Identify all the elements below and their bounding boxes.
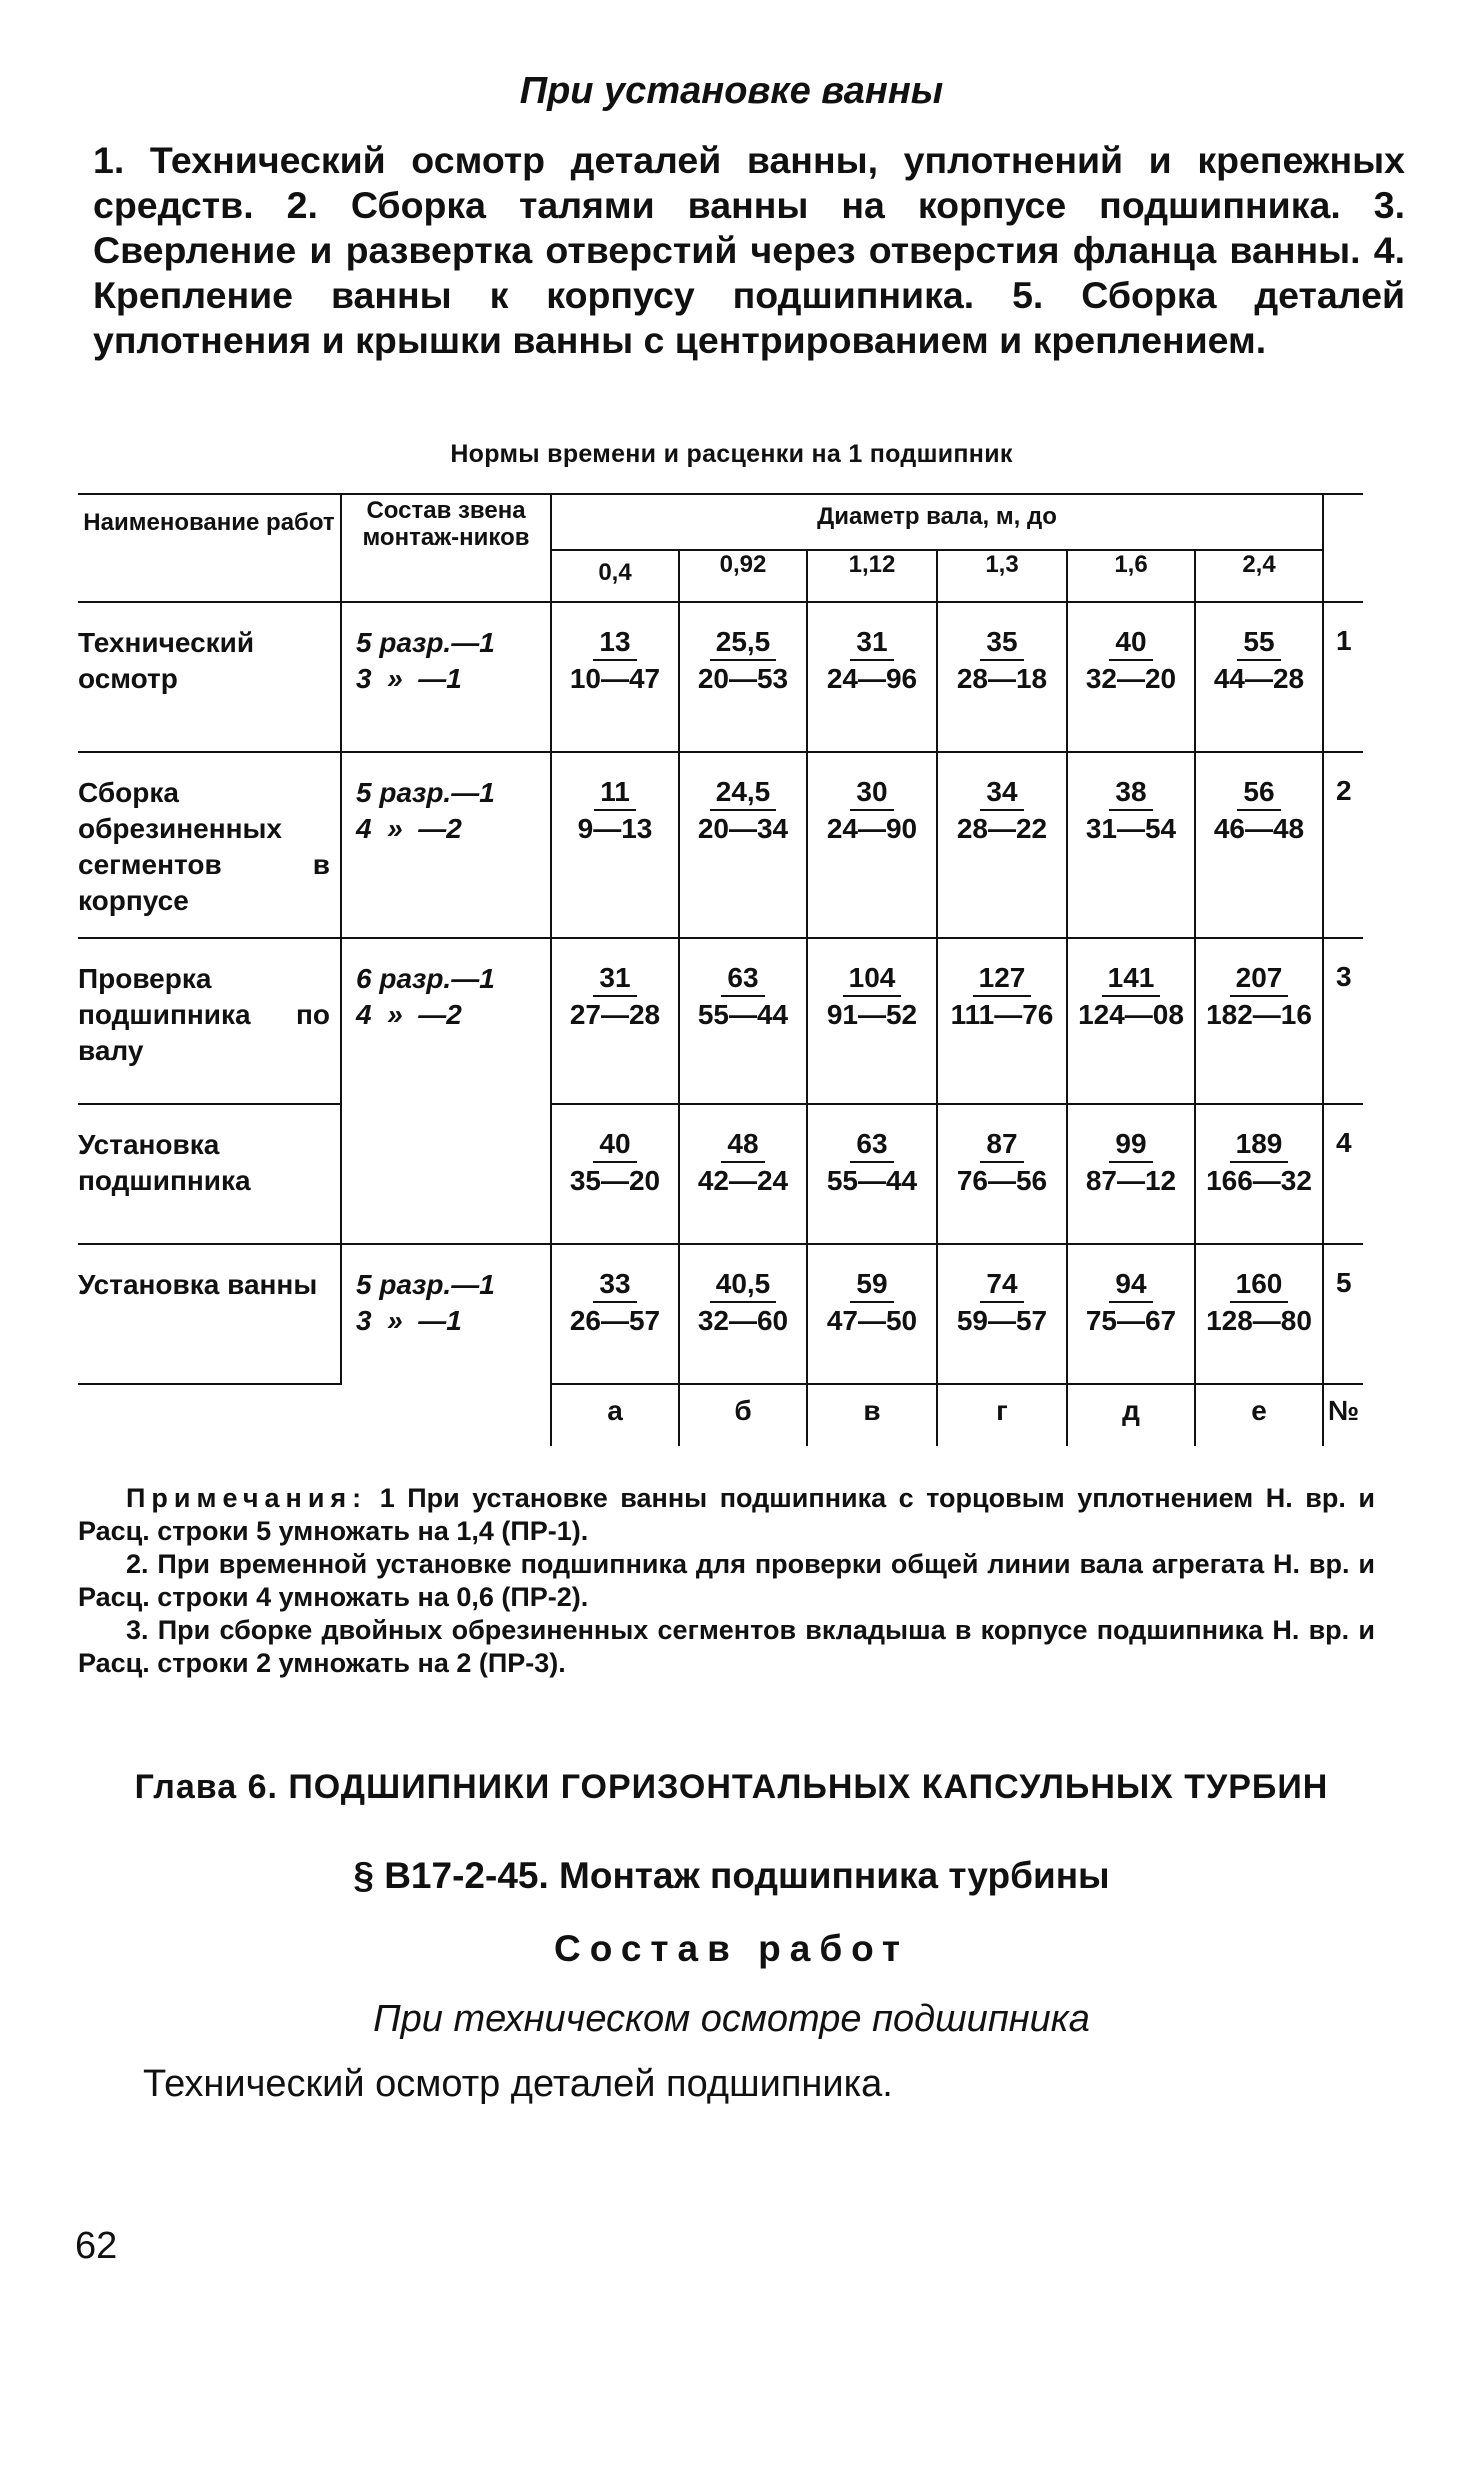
time-norm: 31 [593, 961, 636, 997]
time-norm: 25,5 [710, 625, 777, 661]
time-norm: 31 [850, 625, 893, 661]
norm-cell [1195, 752, 1323, 938]
note-text: 1 При установке ванны подшипника с торцовым уплотнением Н. вр. и Расц. строки 5 умножать на 1,4 (ПР-1). [78, 1483, 1375, 1546]
time-norm: 48 [721, 1127, 764, 1163]
crew-line: 6 разр.—1 [356, 963, 495, 994]
work-name: Сборка обрезиненных сегментов в корпусе [78, 752, 341, 938]
rate: 24—96 [826, 663, 918, 694]
time-norm: 56 [1237, 775, 1280, 811]
time-norm: 11 [594, 775, 636, 811]
norm-cell [679, 938, 807, 1104]
rate: 32—60 [697, 1305, 789, 1336]
header-diameter-value: 2,4 [1195, 550, 1323, 602]
norm-cell [937, 602, 1067, 752]
norm-cell [679, 1244, 807, 1384]
time-norm: 99 [1109, 1127, 1152, 1163]
header-diameter-value: 1,3 [937, 550, 1067, 602]
header-diameter-value: 1,12 [807, 550, 937, 602]
rate: 91—52 [826, 999, 918, 1030]
crew-line: 3 » —1 [356, 663, 462, 694]
rate: 75—67 [1085, 1305, 1177, 1336]
column-letter: г [937, 1384, 1067, 1446]
time-norm: 59 [850, 1267, 893, 1303]
crew-composition [341, 602, 551, 752]
time-norm: 94 [1109, 1267, 1152, 1303]
rate: 166—32 [1206, 1165, 1312, 1196]
norm-cell [937, 752, 1067, 938]
time-norm: 104 [843, 961, 902, 997]
norm-cell [1067, 1104, 1195, 1244]
chapter-heading: Глава 6. ПОДШИПНИКИ ГОРИЗОНТАЛЬНЫХ КАПСУЛЬНЫХ ТУРБИН [134, 1768, 1329, 1806]
norm-cell [937, 1104, 1067, 1244]
time-norm: 127 [973, 961, 1032, 997]
rate: 20—53 [697, 663, 789, 694]
norm-cell [679, 602, 807, 752]
rate: 59—57 [956, 1305, 1048, 1336]
work-name: Установка подшипника [78, 1104, 341, 1244]
header-crew: Состав звена монтаж-ников [341, 494, 551, 602]
rate: 10—47 [569, 663, 661, 694]
column-letter: д [1067, 1384, 1195, 1446]
time-norm: 207 [1230, 961, 1289, 997]
time-norm: 40 [1109, 625, 1152, 661]
work-name: Проверка подшипника по валу [78, 938, 341, 1104]
time-norm: 55 [1237, 625, 1280, 661]
rate: 55—44 [697, 999, 789, 1030]
crew-line: 4 » —2 [356, 813, 462, 844]
crew-line: 3 » —1 [356, 1305, 462, 1336]
crew-composition [341, 1244, 551, 1384]
column-letter: в [807, 1384, 937, 1446]
crew-line: 5 разр.—1 [356, 627, 495, 658]
time-norm: 38 [1109, 775, 1152, 811]
time-norm: 189 [1230, 1127, 1289, 1163]
norm-cell [1195, 602, 1323, 752]
column-letter: е [1195, 1384, 1323, 1446]
norm-cell [937, 1244, 1067, 1384]
time-norm: 34 [980, 775, 1023, 811]
crew-line: 5 разр.—1 [356, 777, 495, 808]
norm-cell [679, 1104, 807, 1244]
header-diameter-value: 0,92 [679, 550, 807, 602]
rate: 47—50 [826, 1305, 918, 1336]
norm-cell [1195, 938, 1323, 1104]
time-norm: 40 [593, 1127, 636, 1163]
norm-cell [1067, 1244, 1195, 1384]
note-1 [78, 1482, 1375, 1548]
rate: 124—08 [1078, 999, 1184, 1030]
rate: 128—80 [1206, 1305, 1312, 1336]
rate: 24—90 [826, 813, 918, 844]
time-norm: 40,5 [710, 1267, 777, 1303]
norm-cell [807, 938, 937, 1104]
note-3: 3. При сборке двойных обрезиненных сегментов вкладыша в корпусе подшипника Н. вр. и Расц. строки 2 умножать на 2 (ПР-3). [78, 1615, 1375, 1678]
crew-composition [341, 752, 551, 938]
time-norm: 33 [593, 1267, 636, 1303]
rate: 87—12 [1085, 1165, 1177, 1196]
work-description: 1. Технический осмотр деталей ванны, уплотнений и крепежных средств. 2. Сборка талями ванны на корпусе подшипника. 3. Сверление и развертка отверстий через отверстия фланца ванны. 4. Крепление ванны к корпусу подшипника. 5. Сборка деталей уплотнения и крышки ванны с центрированием и креплением. [93, 139, 1405, 361]
subsection-title: При техническом осмотре подшипника [373, 1998, 1090, 2040]
row-number: 5 [1323, 1244, 1363, 1384]
work-name: Технический осмотр [78, 602, 341, 752]
norm-cell [1067, 938, 1195, 1104]
norms-table [78, 493, 1363, 1446]
section-heading: § В17-2-45. Монтаж подшипника турбины [353, 1855, 1110, 1896]
column-letter: б [679, 1384, 807, 1446]
time-norm: 141 [1102, 961, 1161, 997]
rate: 32—20 [1085, 663, 1177, 694]
rate: 44—28 [1213, 663, 1305, 694]
norm-cell [807, 752, 937, 938]
header-diameter-value: 1,6 [1067, 550, 1195, 602]
rate: 27—28 [569, 999, 661, 1030]
header-diameter-value: 0,4 [551, 550, 679, 602]
row-number: 2 [1323, 752, 1363, 938]
notes-label: Примечания: [126, 1483, 368, 1513]
rate: 26—57 [569, 1305, 661, 1336]
rate: 31—54 [1085, 813, 1177, 844]
rate: 55—44 [826, 1165, 918, 1196]
time-norm: 24,5 [710, 775, 777, 811]
norm-cell [1067, 602, 1195, 752]
time-norm: 13 [593, 625, 636, 661]
time-norm: 160 [1230, 1267, 1289, 1303]
norm-cell [1067, 752, 1195, 938]
rate: 182—16 [1206, 999, 1312, 1030]
time-norm: 74 [980, 1267, 1023, 1303]
norm-cell [937, 938, 1067, 1104]
work-name: Установка ванны [78, 1244, 341, 1384]
crew-composition [341, 938, 551, 1244]
subsection-title: При установке ванны [519, 70, 944, 112]
norm-cell [551, 1104, 679, 1244]
rate: 46—48 [1213, 813, 1305, 844]
time-norm: 87 [980, 1127, 1023, 1163]
norm-cell [1195, 1104, 1323, 1244]
page-number: 62 [75, 2225, 118, 2267]
rate: 35—20 [569, 1165, 661, 1196]
body-text: Технический осмотр деталей подшипника. [143, 2063, 893, 2105]
norm-cell [551, 938, 679, 1104]
header-diameter: Диаметр вала, м, до [551, 494, 1323, 550]
time-norm: 63 [721, 961, 764, 997]
table-caption: Нормы времени и расценки на 1 подшипник [450, 440, 1013, 468]
row-number-header: № [1327, 1395, 1360, 1426]
norm-cell [807, 1244, 937, 1384]
rate: 28—18 [956, 663, 1048, 694]
table-notes [78, 1482, 1375, 1680]
rate: 20—34 [697, 813, 789, 844]
rate: 28—22 [956, 813, 1048, 844]
note-2: 2. При временной установке подшипника для проверки общей линии вала агрегата Н. вр. и Расц. строки 4 умножать на 0,6 (ПР-2). [78, 1549, 1375, 1612]
header-work-name: Наименование работ [78, 494, 341, 602]
composition-heading: Состав работ [554, 1928, 909, 1969]
rate: 9—13 [577, 813, 653, 844]
norm-cell [551, 602, 679, 752]
row-number: 1 [1323, 602, 1363, 752]
time-norm: 63 [850, 1127, 893, 1163]
norm-cell [551, 1244, 679, 1384]
column-letter: а [551, 1384, 679, 1446]
norm-cell [807, 602, 937, 752]
row-number: 3 [1323, 938, 1363, 1104]
rate: 111—76 [950, 999, 1054, 1030]
norm-cell [1195, 1244, 1323, 1384]
time-norm: 35 [980, 625, 1023, 661]
crew-line: 4 » —2 [356, 999, 462, 1030]
row-number: 4 [1323, 1104, 1363, 1244]
norm-cell [679, 752, 807, 938]
rate: 76—56 [956, 1165, 1048, 1196]
norm-cell [551, 752, 679, 938]
norm-cell [807, 1104, 937, 1244]
time-norm: 30 [850, 775, 893, 811]
crew-line: 5 разр.—1 [356, 1269, 495, 1300]
rate: 42—24 [697, 1165, 789, 1196]
